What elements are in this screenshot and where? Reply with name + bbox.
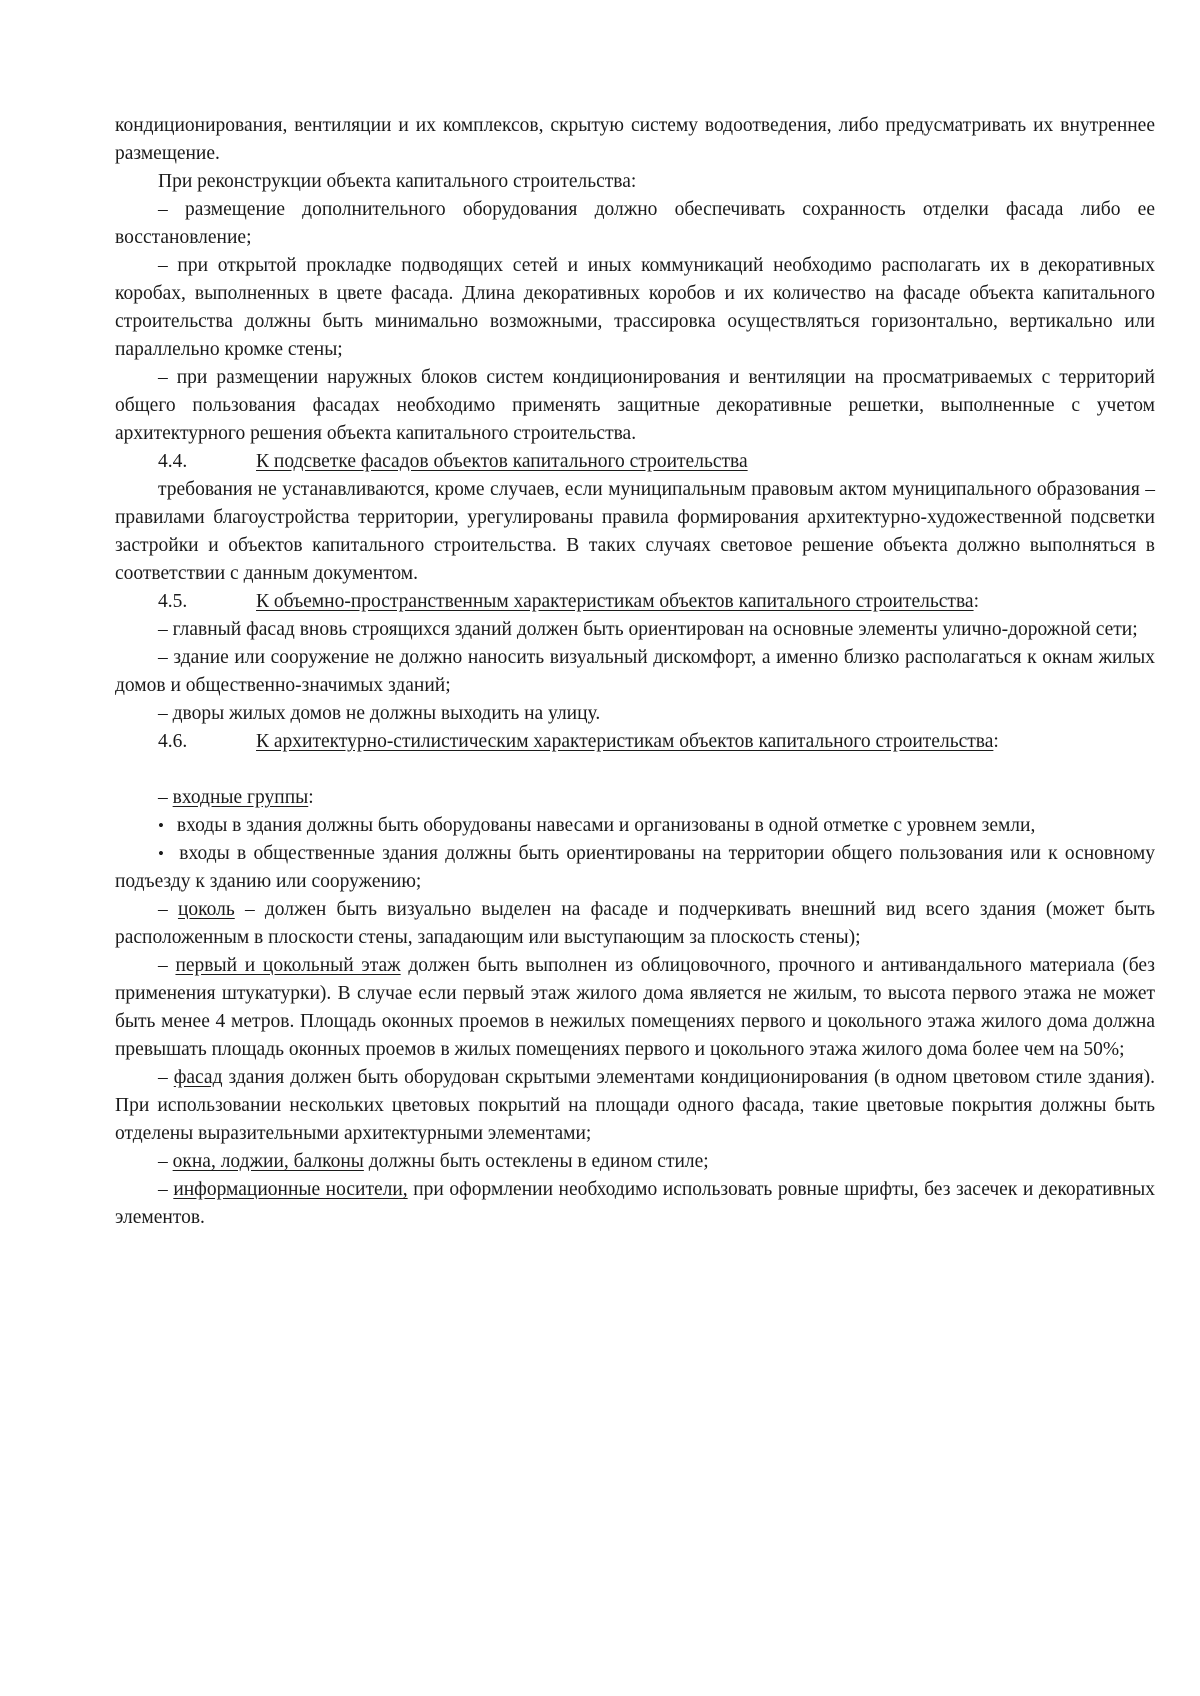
heading-colon: : — [973, 591, 979, 612]
list-item-facade — [115, 1064, 1155, 1148]
heading-colon: : — [993, 731, 999, 752]
section-title: К архитектурно-стилистическим характеристикам объектов капитального строительства — [256, 731, 994, 752]
plinth-text: – должен быть визуально выделен на фасаде и подчеркивать внешний вид всего здания (может быть расположенным в плоскости стены, западающим или выступающим за плоскость стены); — [115, 899, 1155, 948]
list-item-entrance-groups — [115, 784, 1155, 812]
bullet-text: входы в здания должны быть оборудованы навесами и организованы в одной отметке с уровнем земли, — [176, 815, 1036, 836]
list-item-ground-floor — [115, 952, 1155, 1064]
list-item-ac-blocks: – при размещении наружных блоков систем кондиционирования и вентиляции на просматриваемых с территорий общего пользования фасадах необходимо применять защитные декоративные решетки, выполненные с учетом архитектурного решения объекта капитального строительства. — [115, 367, 1155, 444]
bullet-item-public-entrances — [115, 840, 1155, 896]
facade-text: здания должен быть оборудован скрытыми элементами кондиционирования (в одном цветовом стиле здания). При использовании нескольких цветовых покрытий на площади одного фасада, такие цветовые покрытия должны быть отделены выразительными архитектурными элементами; — [115, 1067, 1156, 1144]
term-windows: окна, лоджии, балконы — [172, 1151, 364, 1172]
list-item-courtyards: – дворы жилых домов не должны выходить на улицу. — [158, 703, 601, 724]
section-heading-4-5 — [115, 588, 1155, 616]
term-plinth: цоколь — [177, 899, 235, 920]
term-entrance-groups: входные группы — [172, 787, 309, 808]
paragraph-reconstruction-intro: При реконструкции объекта капитального строительства: — [158, 171, 637, 192]
section-heading-4-4 — [115, 448, 1155, 476]
term-facade: фасад — [173, 1067, 223, 1088]
list-item-equipment: – размещение дополнительного оборудования должно обеспечивать сохранность отделки фасада либо ее восстановление; — [115, 199, 1155, 248]
paragraph-lighting: требования не устанавливаются, кроме случаев, если муниципальным правовым актом муниципального образования – правилами благоустройства территории, урегулированы правила формирования архитектурно-художественной подсветки застройки и объектов капитального строительства. В таких случаях световое решение объекта должно выполняться в соответствии с данным документом. — [115, 479, 1155, 584]
list-item-info-carriers — [115, 1176, 1155, 1232]
section-number: 4.6. — [158, 731, 188, 752]
blank-line — [115, 756, 1155, 784]
info-text: при оформлении необходимо использовать ровные шрифты, без засечек и декоративных элементов. — [115, 1179, 1156, 1228]
section-heading-4-6 — [115, 728, 1155, 756]
section-title: К объемно-пространственным характеристикам объектов капитального строительства — [256, 591, 974, 612]
section-number: 4.4. — [158, 451, 188, 472]
list-item-plinth — [115, 896, 1155, 952]
list-item-visual-discomfort: – здание или сооружение не должно наносить визуальный дискомфорт, а именно близко располагаться к окнам жилых домов и общественно-значимых зданий; — [115, 647, 1155, 696]
dash: – — [158, 787, 168, 808]
dash: – — [158, 955, 168, 976]
list-item-windows — [115, 1148, 1155, 1176]
ground-floor-text: должен быть выполнен из облицовочного, прочного и антивандального материала (без применения штукатурки). В случае если первый этаж жилого дома является не жилым, то высота первого этажа не может быть менее 4 метров. Площадь оконных проемов в нежилых помещениях первого и цокольного этажа жилого дома должна превышать площадь оконных проемов в жилых помещениях первого и цокольного этажа жилого дома более чем на 50%; — [115, 955, 1156, 1060]
term-info-carriers: информационные носители, — [173, 1179, 408, 1200]
section-number: 4.5. — [158, 591, 188, 612]
document-page — [115, 112, 1155, 1232]
bullet-item-entrances — [115, 812, 1155, 840]
list-item-networks: – при открытой прокладке подводящих сетей и иных коммуникаций необходимо располагать их в декоративных коробах, выполненных в цвете фасада. Длина декоративных коробов и их количество на фасаде объекта капитального строительства должны быть минимально возможными, трассировка осуществляться горизонтально, вертикально или параллельно кромке стены; — [115, 255, 1155, 360]
dash: – — [158, 1151, 168, 1172]
dash: – — [158, 899, 168, 920]
paragraph-continuation: кондиционирования, вентиляции и их комплексов, скрытую систему водоотведения, либо предусматривать их внутреннее размещение. — [115, 115, 1155, 164]
bullet-icon: • — [158, 816, 164, 835]
list-item-main-facade: – главный фасад вновь строящихся зданий должен быть ориентирован на основные элементы улично-дорожной сети; — [158, 619, 1138, 640]
section-title: К подсветке фасадов объектов капитального строительства — [256, 451, 748, 472]
dash: – — [158, 1179, 168, 1200]
windows-text: должны быть остеклены в едином стиле; — [363, 1151, 709, 1172]
bullet-icon: • — [158, 844, 164, 863]
term-colon: : — [308, 787, 314, 808]
dash: – — [158, 1067, 168, 1088]
term-ground-floor: первый и цокольный этаж — [175, 955, 401, 976]
bullet-text: входы в общественные здания должны быть ориентированы на территории общего пользования или к основному подъезду к зданию или сооружению; — [115, 843, 1156, 892]
